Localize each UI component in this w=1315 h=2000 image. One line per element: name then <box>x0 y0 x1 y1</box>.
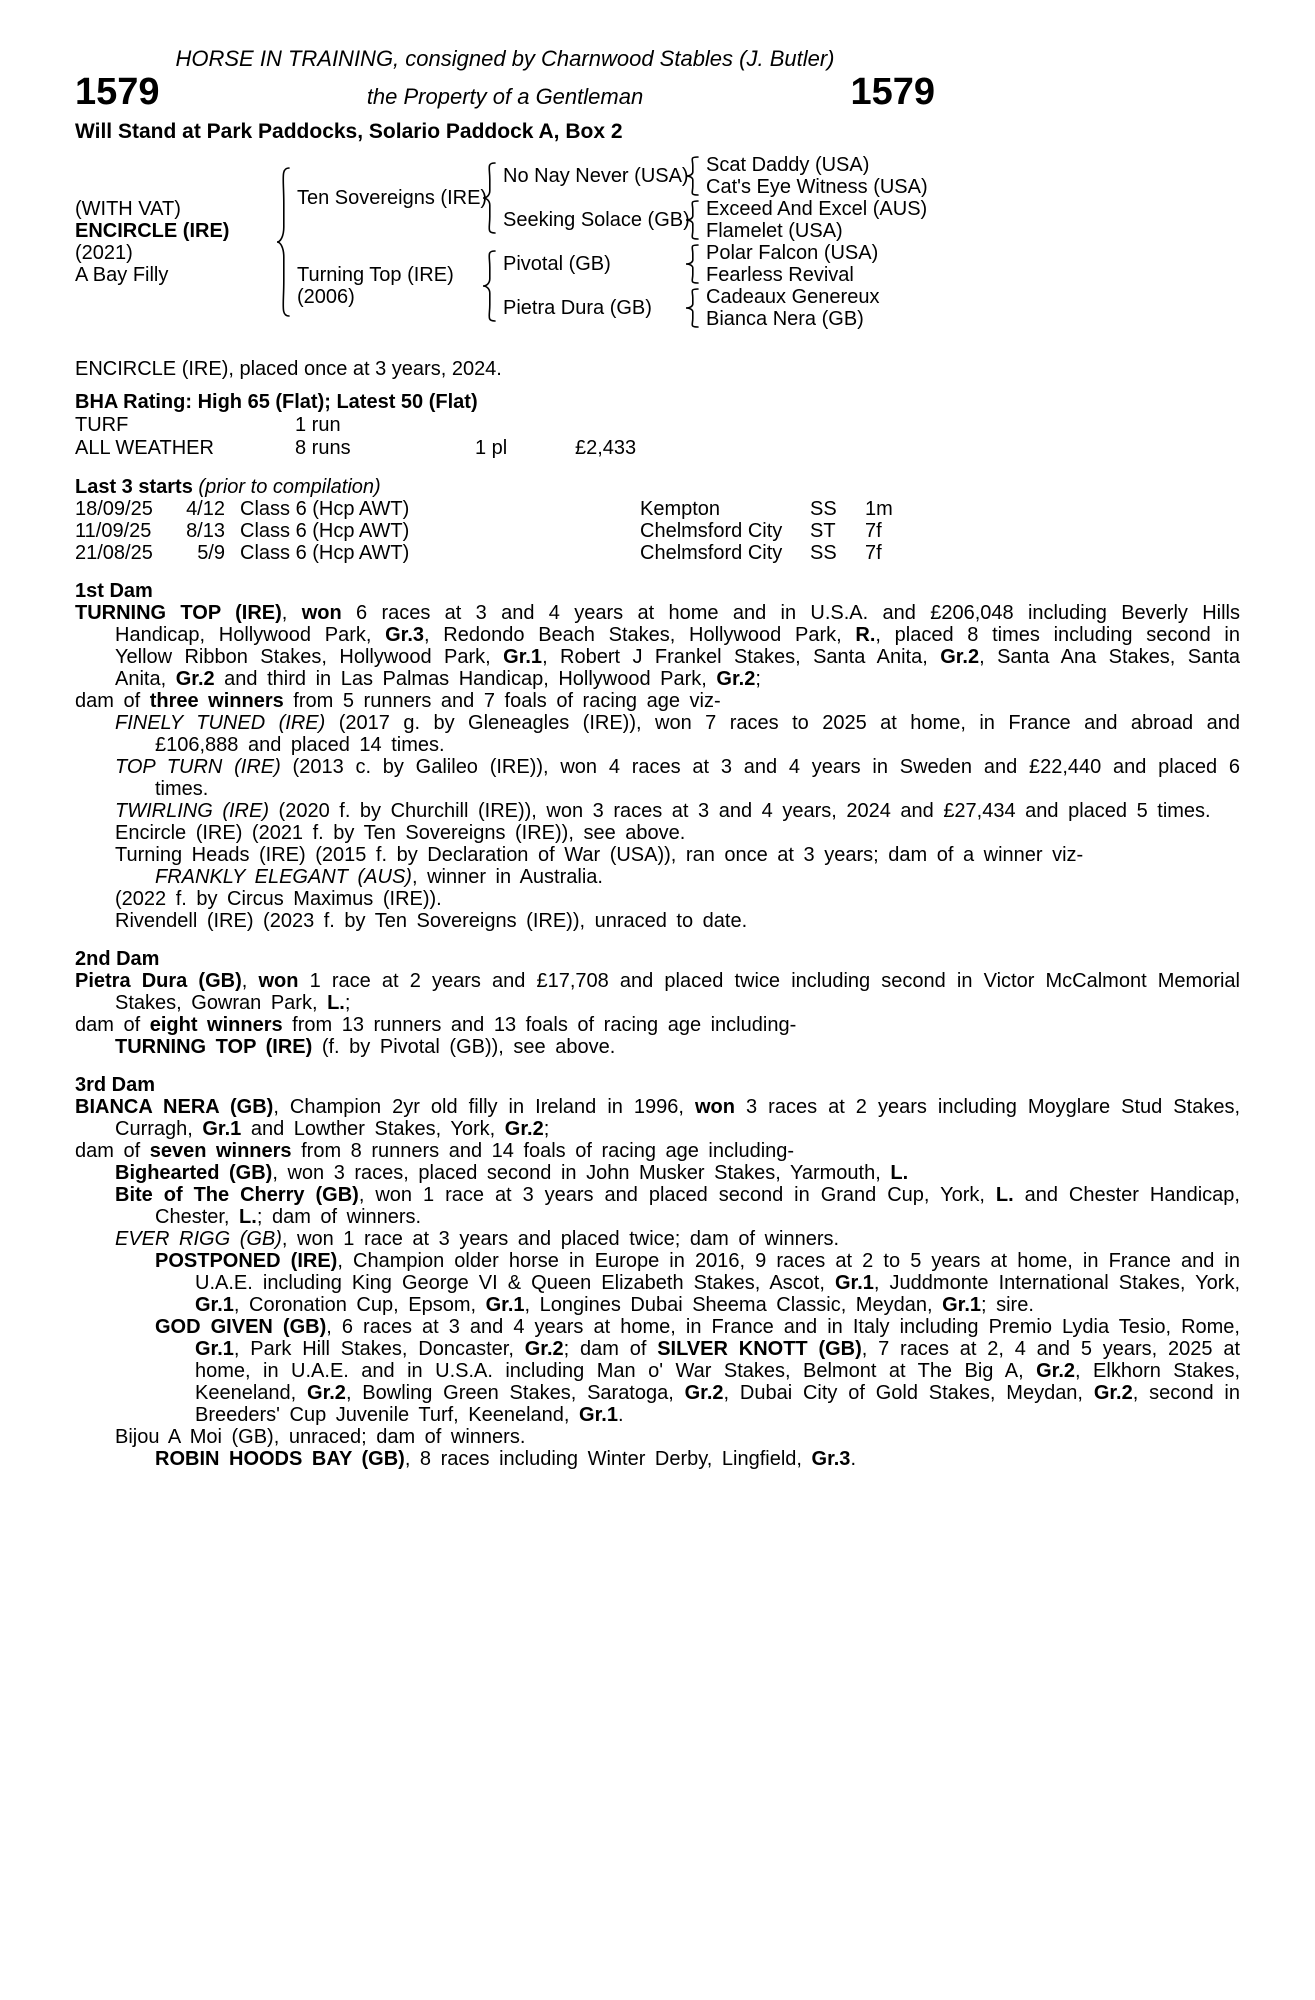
text-segment: Gr.2 <box>1036 1360 1076 1382</box>
text-segment: L. <box>239 1206 257 1228</box>
text-segment: , placed 8 times including second in Yellow Ribbon Stakes, Hollywood Park, <box>115 624 1240 668</box>
great-grandparent-name: Flamelet (USA) <box>706 220 843 242</box>
text-segment: Encircle (IRE) (2021 f. by Ten Sovereigns (IRE)), see above. <box>115 822 686 844</box>
consignment-title: HORSE IN TRAINING, consigned by Charnwood Stables (J. Butler) <box>175 46 835 71</box>
race-stats <box>75 414 1240 460</box>
text-segment: Rivendell (IRE) (2023 f. by Ten Sovereigns (IRE)), unraced to date. <box>115 910 748 932</box>
grandparent-unit <box>503 198 928 242</box>
start-distance: 7f <box>865 520 882 542</box>
text-segment: , won 1 race at 3 years and placed twice; dam of winners. <box>281 1228 840 1250</box>
pedigree-paragraph <box>75 690 1240 712</box>
text-segment: Gr.2 <box>1093 1382 1133 1404</box>
text-segment: , won 3 races, placed second in John Musker Stakes, Yarmouth, <box>272 1162 891 1184</box>
text-segment: Gr.2 <box>307 1382 346 1404</box>
pedigree-paragraph <box>75 1448 1240 1470</box>
great-grandparent-name: Cadeaux Genereux <box>706 286 880 308</box>
text-segment: , Juddmonte International Stakes, York, <box>873 1272 1241 1294</box>
text-segment: SILVER KNOTT (GB) <box>657 1338 862 1360</box>
text-segment: , Longines Dubai Sheema Classic, Meydan, <box>524 1294 943 1316</box>
text-segment: dam of <box>75 1140 150 1162</box>
pedigree-paragraph <box>75 844 1240 866</box>
text-segment: three winners <box>149 690 284 712</box>
text-segment: , Santa Ana Stakes, Santa Anita, <box>115 646 1240 690</box>
start-course: Chelmsford City <box>640 542 783 564</box>
text-segment: ; <box>755 668 761 690</box>
lot-number-right: 1579 <box>850 71 935 113</box>
horse-details <box>75 198 275 286</box>
text-segment: TURNING TOP (IRE) <box>75 602 282 624</box>
sire-block <box>297 154 928 242</box>
grandparent-brace-icon <box>684 156 700 196</box>
text-segment: Bighearted (GB) <box>115 1162 273 1184</box>
grandparent-unit <box>503 242 879 286</box>
text-segment: Gr.1 <box>942 1294 981 1316</box>
start-date: 21/08/25 <box>75 542 153 564</box>
text-segment: dam of <box>75 1014 150 1036</box>
sire-grandparents <box>503 154 928 242</box>
pedigree-paragraph <box>75 1250 1240 1316</box>
dam-name-cell <box>297 264 481 308</box>
text-segment: . <box>617 1404 624 1426</box>
dam-sections <box>75 580 1240 1470</box>
text-segment: Gr.1 <box>195 1294 234 1316</box>
pedigree-paragraph <box>75 1036 1240 1058</box>
text-segment: , <box>281 602 302 624</box>
text-segment: Gr.2 <box>524 1338 564 1360</box>
text-segment: eight winners <box>149 1014 283 1036</box>
text-segment: 6 races at 3 and 4 years at home and in U.S.A. and £206,048 including Beverly Hills Handicap, Hollywood Park, <box>115 602 1240 646</box>
grandparent-unit <box>503 154 928 198</box>
text-segment: TOP TURN (IRE) <box>115 756 281 778</box>
section-heading: 1st Dam <box>75 580 153 602</box>
text-segment: , Park Hill Stakes, Doncaster, <box>233 1338 525 1360</box>
great-grandparent-name: Bianca Nera (GB) <box>706 308 864 330</box>
surface-label: ALL WEATHER <box>75 437 214 459</box>
great-grandparent-name: Fearless Revival <box>706 264 854 286</box>
great-grandparent-name: Scat Daddy (USA) <box>706 154 870 176</box>
text-segment: , Robert J Frankel Stakes, Santa Anita, <box>542 646 941 668</box>
pedigree-paragraph <box>75 888 1240 910</box>
text-segment: TURNING TOP (IRE) <box>115 1036 313 1058</box>
pedigree-paragraph <box>75 756 1240 800</box>
text-segment: seven winners <box>149 1140 292 1162</box>
text-segment: Pietra Dura (GB) <box>75 970 242 992</box>
pedigree-paragraph <box>75 602 1240 690</box>
pedigree-paragraph <box>75 1140 1240 1162</box>
text-segment: dam of <box>75 690 150 712</box>
text-segment: BIANCA NERA (GB) <box>75 1096 274 1118</box>
start-going: ST <box>810 520 836 542</box>
start-going: SS <box>810 542 837 564</box>
text-segment: (2022 f. by Circus Maximus (IRE)). <box>115 888 442 910</box>
text-segment: EVER RIGG (GB) <box>115 1228 282 1250</box>
runs-value: 1 run <box>295 414 341 436</box>
text-segment: , Champion 2yr old filly in Ireland in 1996, <box>273 1096 695 1118</box>
horse-description: A Bay Filly <box>75 264 169 286</box>
text-segment: , won 1 race at 3 years and placed second in Grand Cup, York, <box>358 1184 996 1206</box>
race-summary: ENCIRCLE (IRE), placed once at 3 years, 2024. <box>75 358 502 380</box>
text-segment: Gr.2 <box>684 1382 724 1404</box>
text-segment: , 7 races at 2, 4 and 5 years, 2025 at home, in U.A.E. and in U.S.A. including Man o' War Stakes, Belmont at The Big A, <box>195 1338 1241 1382</box>
text-segment: L. <box>995 1184 1014 1206</box>
start-row <box>75 542 1240 564</box>
great-grandparents <box>706 286 879 330</box>
last-starts-note: (prior to compilation) <box>198 476 381 498</box>
start-course: Kempton <box>640 498 721 520</box>
text-segment: , winner in Australia. <box>411 866 603 888</box>
pedigree-paragraph <box>75 1316 1240 1426</box>
pedigree-paragraph <box>75 1228 1240 1250</box>
text-segment: Gr.3 <box>811 1448 851 1470</box>
text-segment: from 5 runners and 7 foals of racing age viz- <box>283 690 721 712</box>
text-segment: POSTPONED (IRE) <box>155 1250 338 1272</box>
text-segment: ; <box>543 1118 550 1140</box>
great-grandparents <box>706 198 927 242</box>
text-segment: L. <box>327 992 345 1014</box>
horse-year: (2021) <box>75 242 133 264</box>
text-segment: Turning Heads (IRE) (2015 f. by Declaration of War (USA)), ran once at 3 years; dam of a winner viz- <box>115 844 1084 866</box>
property-line: the Property of a Gentleman <box>366 84 644 109</box>
text-segment: (2017 g. by Gleneagles (IRE)), won 7 races to 2025 at home, in France and abroad and £106,888 and placed 14 times. <box>155 712 1240 756</box>
text-segment: FINELY TUNED (IRE) <box>115 712 326 734</box>
pedigree-root-brace-icon <box>275 167 291 317</box>
text-segment: , 8 races including Winter Derby, Lingfield, <box>404 1448 812 1470</box>
start-position: 5/9 <box>197 542 225 564</box>
parents-column <box>297 154 928 330</box>
sire-name: Ten Sovereigns (IRE) <box>297 187 488 209</box>
text-segment: Gr.1 <box>835 1272 874 1294</box>
pedigree-paragraph <box>75 910 1240 932</box>
start-course: Chelmsford City <box>640 520 783 542</box>
pedigree-paragraph <box>75 712 1240 756</box>
dam-grandparents <box>503 242 879 330</box>
text-segment: Bite of The Cherry (GB) <box>115 1184 359 1206</box>
bha-rating: BHA Rating: High 65 (Flat); Latest 50 (Flat) <box>75 391 478 413</box>
start-race: Class 6 (Hcp AWT) <box>240 498 410 520</box>
great-grandparents <box>706 242 878 286</box>
text-segment: , Redondo Beach Stakes, Hollywood Park, <box>424 624 856 646</box>
pedigree-paragraph <box>75 1426 1240 1448</box>
text-segment: and Chester Handicap, Chester, <box>155 1184 1240 1228</box>
start-distance: 1m <box>865 498 893 520</box>
grandparent-name: No Nay Never (USA) <box>503 165 689 187</box>
pedigree-paragraph <box>75 1184 1240 1228</box>
grandparent-brace-icon <box>684 288 700 328</box>
text-segment: 3 races at 2 years including Moyglare Stud Stakes, Curragh, <box>115 1096 1240 1140</box>
lot-number-left: 1579 <box>75 71 160 113</box>
placed-value <box>475 414 575 437</box>
text-segment: , Dubai City of Gold Stakes, Meydan, <box>723 1382 1094 1404</box>
text-segment: won <box>694 1096 735 1118</box>
runs-value: 8 runs <box>295 437 351 459</box>
text-segment: Gr.1 <box>503 646 543 668</box>
pedigree-paragraph <box>75 1014 1240 1036</box>
text-segment: ; <box>344 992 351 1014</box>
start-going: SS <box>810 498 837 520</box>
pedigree-paragraph <box>75 866 1240 888</box>
text-segment: GOD GIVEN (GB) <box>155 1316 327 1338</box>
grandparent-name: Pietra Dura (GB) <box>503 297 652 319</box>
placed-value: 1 pl <box>475 437 508 459</box>
text-segment: from 8 runners and 14 foals of racing age including- <box>291 1140 795 1162</box>
text-segment: Gr.2 <box>940 646 980 668</box>
text-segment: , second in Breeders' Cup Juvenile Turf, Keeneland, <box>195 1382 1240 1426</box>
text-segment: Gr.2 <box>716 668 756 690</box>
vat-note: (WITH VAT) <box>75 198 181 220</box>
text-segment: from 13 runners and 13 foals of racing age including- <box>282 1014 797 1036</box>
start-race: Class 6 (Hcp AWT) <box>240 542 410 564</box>
text-segment: (f. by Pivotal (GB)), see above. <box>312 1036 616 1058</box>
start-position: 8/13 <box>186 520 225 542</box>
grandparent-brace-icon <box>684 200 700 240</box>
pedigree-paragraph <box>75 1096 1240 1140</box>
text-segment: ; dam of winners. <box>256 1206 422 1228</box>
section-heading: 2nd Dam <box>75 948 160 970</box>
pedigree-paragraph <box>75 800 1240 822</box>
text-segment: won <box>258 970 299 992</box>
pedigree-paragraph <box>75 1162 1240 1184</box>
grandparent-name: Seeking Solace (GB) <box>503 209 690 231</box>
text-segment: Bijou A Moi (GB), unraced; dam of winners. <box>115 1426 526 1448</box>
great-grandparent-name: Exceed And Excel (AUS) <box>706 198 928 220</box>
pedigree-paragraph <box>75 970 1240 1014</box>
great-grandparents <box>706 154 928 198</box>
grandparent-name: Pivotal (GB) <box>503 253 611 275</box>
start-race: Class 6 (Hcp AWT) <box>240 520 410 542</box>
text-segment: Gr.3 <box>385 624 425 646</box>
text-segment: , <box>241 970 259 992</box>
text-segment: , 6 races at 3 and 4 years at home, in France and in Italy including Premio Lydia Tesio, Rome, <box>326 1316 1240 1338</box>
dam-brace-icon <box>481 250 497 322</box>
start-distance: 7f <box>865 542 882 564</box>
horse-name: ENCIRCLE (IRE) <box>75 220 230 242</box>
text-segment: (2020 f. by Churchill (IRE)), won 3 races at 3 and 4 years, 2024 and £27,434 and placed 5 times. <box>269 800 1211 822</box>
stats-row-turf <box>75 414 1240 437</box>
last-starts-heading <box>75 476 1240 498</box>
text-segment: Gr.1 <box>579 1404 618 1426</box>
text-segment: Gr.1 <box>195 1338 234 1360</box>
grandparent-brace-icon <box>684 244 700 284</box>
lot-row <box>75 72 935 112</box>
text-segment: and Lowther Stakes, York, <box>241 1118 505 1140</box>
stats-row-all-weather <box>75 437 1240 460</box>
start-row <box>75 520 1240 542</box>
text-segment: , Bowling Green Stakes, Saratoga, <box>345 1382 685 1404</box>
text-segment: R. <box>855 624 876 646</box>
dam-year: (2006) <box>297 286 355 308</box>
text-segment: Gr.1 <box>485 1294 525 1316</box>
last-starts-label: Last 3 starts <box>75 476 193 498</box>
text-segment: L. <box>890 1162 909 1184</box>
stand-location: Will Stand at Park Paddocks, Solario Paddock A, Box 2 <box>75 120 623 143</box>
earnings-value: £2,433 <box>575 437 637 459</box>
sire-brace-icon <box>481 162 497 234</box>
section-heading: 3rd Dam <box>75 1074 156 1096</box>
start-date: 18/09/25 <box>75 498 153 520</box>
last-starts-table <box>75 498 1240 564</box>
text-segment: FRANKLY ELEGANT (AUS) <box>155 866 412 888</box>
text-segment: TWIRLING (IRE) <box>115 800 269 822</box>
pedigree-table <box>75 154 1240 330</box>
text-segment: won <box>301 602 342 624</box>
start-row <box>75 498 1240 520</box>
grandparent-unit <box>503 286 879 330</box>
start-position: 4/12 <box>186 498 225 520</box>
great-grandparent-name: Cat's Eye Witness (USA) <box>706 176 928 198</box>
surface-label: TURF <box>75 414 129 436</box>
text-segment: and third in Las Palmas Handicap, Hollywood Park, <box>214 668 717 690</box>
text-segment: , Coronation Cup, Epsom, <box>233 1294 486 1316</box>
text-segment: 1 race at 2 years and £17,708 and placed twice including second in Victor McCalmont Memorial Stakes, Gowran Park, <box>115 970 1240 1014</box>
sire-name-cell <box>297 187 488 209</box>
dam-name: Turning Top (IRE) <box>297 264 454 286</box>
dam-block <box>297 242 928 330</box>
text-segment: Gr.2 <box>175 668 215 690</box>
pedigree-paragraph <box>75 822 1240 844</box>
text-segment: Gr.1 <box>202 1118 242 1140</box>
text-segment: . <box>850 1448 856 1470</box>
text-segment: ROBIN HOODS BAY (GB) <box>155 1448 405 1470</box>
text-segment: (2013 c. by Galileo (IRE)), won 4 races at 3 and 4 years in Sweden and £22,440 and placed 6 times. <box>155 756 1240 800</box>
text-segment: Gr.2 <box>504 1118 544 1140</box>
text-segment: , Elkhorn Stakes, Keeneland, <box>195 1360 1240 1404</box>
start-date: 11/09/25 <box>75 520 152 542</box>
text-segment: ; dam of <box>563 1338 658 1360</box>
text-segment: ; sire. <box>981 1294 1034 1316</box>
page-header <box>75 46 935 144</box>
text-segment: , Champion older horse in Europe in 2016, 9 races at 2 to 5 years at home, in France and in U.A.E. including King George VI & Queen Elizabeth Stakes, Ascot, <box>195 1250 1240 1294</box>
great-grandparent-name: Polar Falcon (USA) <box>706 242 879 264</box>
